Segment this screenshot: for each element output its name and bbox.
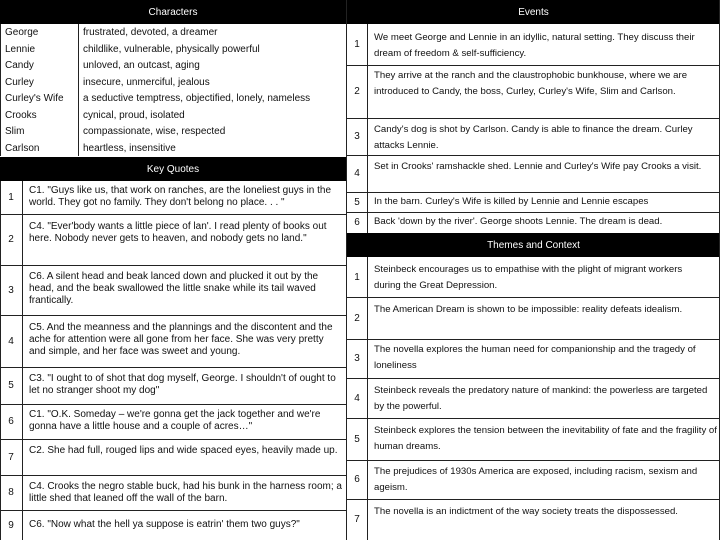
event-text: Candy's dog is shot by Carlson. Candy is able to finance the dream. Curley attacks Lennie. <box>374 124 693 151</box>
theme-row-divider <box>347 460 720 461</box>
quote-text: C2. She had full, rouged lips and wide spaced eyes, heavily made up. <box>29 445 338 456</box>
characters-divider <box>78 24 79 156</box>
character-desc: cynical, proud, isolated <box>83 109 185 121</box>
event-number: 6 <box>354 217 360 228</box>
theme-number: 2 <box>354 312 360 324</box>
quote-row-divider <box>0 439 346 440</box>
quote-row-divider <box>0 404 346 405</box>
event-number: 3 <box>354 131 360 142</box>
character-name: Curley's Wife <box>5 93 64 104</box>
quote-number: 6 <box>8 416 14 427</box>
character-desc: childlike, vulnerable, physically powerful <box>83 43 260 55</box>
character-name: Lennie <box>5 43 36 55</box>
event-row-divider <box>347 155 720 156</box>
quotes-divider <box>22 181 23 540</box>
character-desc: unloved, an outcast, aging <box>83 60 200 71</box>
quote-text: C1. "Guys like us, that work on ranches, are the loneliest guys in the world. They got no family. They don't belong no place. . . " <box>29 185 332 208</box>
quote-text: C6. A silent head and beak lanced down and plucked it out by the head, and the beak swallowed the little snake while its tail waved frantically. <box>29 271 319 306</box>
event-text: They arrive at the ranch and the claustrophobic bunkhouse, where we are introduced to Candy, the boss, Curley, Curley's Wife, Slim and Carlson. <box>374 70 688 97</box>
quote-text: C4. Crooks the negro stable buck, had his bunk in the harness room; a little shed that leaned off the wall of the barn. <box>29 481 342 504</box>
characters-header <box>0 0 346 24</box>
character-name: Curley <box>5 76 34 88</box>
theme-number: 4 <box>354 392 360 404</box>
event-row-divider <box>347 65 720 66</box>
quote-text: C5. And the meanness and the plannings and the discontent and the ache for attention were all gone from her face. She was very pretty and simple, and her face was sweet and young. <box>29 322 333 357</box>
theme-row-divider <box>347 339 720 340</box>
character-name: Crooks <box>5 109 37 121</box>
themes-header <box>347 233 720 257</box>
quotes-header <box>0 157 346 181</box>
events-title: Events <box>518 6 549 18</box>
event-number: 2 <box>354 86 360 97</box>
quote-text: C1. "O.K. Someday – we're gonna get the jack together and we're gonna have a little house and a couple of acres…" <box>29 409 321 432</box>
event-text: We meet George and Lennie in an idyllic, natural setting. They discuss their dream of freedom & self-sufficiency. <box>374 32 695 59</box>
quote-number: 9 <box>8 519 14 531</box>
character-desc: heartless, insensitive <box>83 142 176 154</box>
event-text: Set in Crooks' ramshackle shed. Lennie and Curley's Wife pay Crooks a visit. <box>374 161 702 172</box>
quote-row-divider <box>0 475 346 476</box>
theme-number: 5 <box>354 433 360 445</box>
theme-text: The prejudices of 1930s America are exposed, including racism, sexism and ageism. <box>374 466 698 493</box>
theme-row-divider <box>347 297 720 298</box>
characters-title: Characters <box>148 6 198 18</box>
theme-text: Steinbeck reveals the predatory nature of mankind: the powerless are targeted by the powerful. <box>374 385 708 412</box>
event-row-divider <box>347 212 720 213</box>
theme-number: 6 <box>354 474 360 485</box>
theme-text: Steinbeck encourages us to empathise with the plight of migrant workers during the Great Depression. <box>374 264 683 291</box>
themes-divider <box>367 257 368 540</box>
theme-row-divider <box>347 499 720 500</box>
quote-row-divider <box>0 315 346 316</box>
events-divider <box>367 24 368 233</box>
event-row-divider <box>347 192 720 193</box>
character-name: Candy <box>5 60 34 71</box>
character-desc: insecure, unmerciful, jealous <box>83 76 210 88</box>
quote-row-divider <box>0 510 346 511</box>
quote-row-divider <box>0 367 346 368</box>
theme-text: Steinbeck explores the tension between the inevitability of fate and the fragility of human dreams. <box>374 425 717 452</box>
quote-row-divider <box>0 265 346 266</box>
event-text: Back 'down by the river'. George shoots Lennie. The dream is dead. <box>374 216 663 227</box>
character-desc: frustrated, devoted, a dreamer <box>83 27 218 38</box>
event-number: 1 <box>354 39 360 50</box>
events-header <box>347 0 720 24</box>
quote-text: C3. "I ought to of shot that dog myself, George. I shouldn't of ought to let no stranger shoot my dog" <box>29 373 336 396</box>
character-desc: a seductive temptress, objectified, lonely, nameless <box>83 93 311 104</box>
character-name: George <box>5 27 39 38</box>
quote-number: 8 <box>8 487 14 498</box>
quote-number: 4 <box>8 335 14 347</box>
quote-row-divider <box>0 214 346 215</box>
theme-number: 1 <box>354 271 360 283</box>
characters-outer-left <box>0 24 1 156</box>
quote-number: 2 <box>8 234 14 245</box>
quote-number: 3 <box>8 284 14 296</box>
event-text: In the barn. Curley's Wife is killed by Lennie and Lennie escapes <box>374 196 649 207</box>
quotes-title: Key Quotes <box>146 163 200 175</box>
character-name: Carlson <box>5 142 40 154</box>
themes-title: Themes and Context <box>487 239 580 251</box>
character-desc: compassionate, wise, respected <box>83 126 226 137</box>
character-name: Slim <box>5 126 25 137</box>
event-number: 4 <box>354 168 360 179</box>
quote-text: C4. "Ever'body wants a little piece of lan'. I read plenty of books out here. Nobody never gets to heaven, and nobody gets no land." <box>29 221 327 244</box>
theme-number: 3 <box>354 353 360 364</box>
theme-text: The novella is an indictment of the way society treats the dispossessed. <box>374 506 678 517</box>
theme-number: 7 <box>354 514 360 525</box>
theme-text: The novella explores the human need for companionship and the tragedy of loneliness <box>374 344 696 371</box>
theme-text: The American Dream is shown to be impossible: reality defeats idealism. <box>374 304 683 315</box>
quote-number: 5 <box>8 380 14 391</box>
event-number: 5 <box>354 196 360 208</box>
event-row-divider <box>347 118 720 119</box>
theme-row-divider <box>347 418 720 419</box>
theme-row-divider <box>347 378 720 379</box>
quote-number: 7 <box>8 451 14 463</box>
quote-text: C6. "Now what the hell ya suppose is eatrin' them two guys?" <box>29 519 300 530</box>
quote-number: 1 <box>8 192 14 203</box>
